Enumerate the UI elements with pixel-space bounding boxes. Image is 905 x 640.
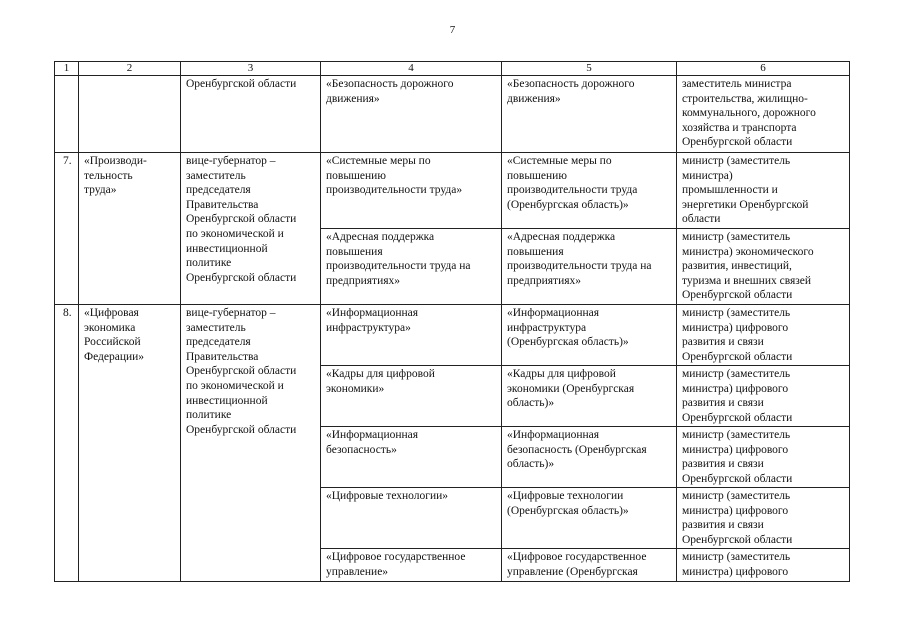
responsible-cell: министр (заместитель министра) цифрового развития и связи Оренбургской области	[677, 488, 850, 549]
responsible-cell: министр (заместитель министра) экономического развития, инвестиций, туризма и внешних связей Оренбургской области	[677, 229, 850, 305]
regional-project-cell: «Безопасность дорожного движения»	[502, 76, 677, 153]
header-cell-2: 2	[79, 62, 181, 76]
responsible-cell: министр (заместитель министра) цифрового развития и связи Оренбургской области	[677, 366, 850, 427]
responsible-cell: министр (заместитель министра) промышленности и энергетики Оренбургской области	[677, 153, 850, 229]
page-number: 7	[449, 24, 456, 36]
table-row	[55, 305, 850, 366]
table-row	[55, 76, 850, 153]
federal-project-cell: «Кадры для цифровой экономики»	[321, 366, 502, 427]
header-row	[55, 62, 850, 76]
header-cell-4: 4	[321, 62, 502, 76]
regional-project-cell: «Информационная инфраструктура (Оренбургская область)»	[502, 305, 677, 366]
curator-cell: Оренбургской области	[181, 76, 321, 153]
responsible-cell: заместитель министра строительства, жилищно- коммунального, дорожного хозяйства и транспорта Оренбургской области	[677, 76, 850, 153]
regional-project-cell: «Информационная безопасность (Оренбургская область)»	[502, 427, 677, 488]
projects-table	[54, 61, 850, 582]
regional-project-cell: «Цифровые технологии (Оренбургская область)»	[502, 488, 677, 549]
curator-cell: вице-губернатор – заместитель председателя Правительства Оренбургской области по экономической и инвестиционной политике Оренбургской области	[181, 305, 321, 582]
regional-project-cell: «Адресная поддержка повышения производительности труда на предприятиях»	[502, 229, 677, 305]
responsible-cell: министр (заместитель министра) цифрового развития и связи Оренбургской области	[677, 427, 850, 488]
federal-project-cell: «Цифровое государственное управление»	[321, 549, 502, 582]
regional-project-cell: «Кадры для цифровой экономики (Оренбургская область)»	[502, 366, 677, 427]
table-row	[55, 153, 850, 229]
row-number-cell	[55, 76, 79, 153]
federal-project-cell: «Цифровые технологии»	[321, 488, 502, 549]
project-cell: «Производи- тельность труда»	[79, 153, 181, 305]
header-cell-5: 5	[502, 62, 677, 76]
row-number-cell: 8.	[55, 305, 79, 582]
header-cell-1: 1	[55, 62, 79, 76]
federal-project-cell: «Безопасность дорожного движения»	[321, 76, 502, 153]
federal-project-cell: «Адресная поддержка повышения производительности труда на предприятиях»	[321, 229, 502, 305]
federal-project-cell: «Системные меры по повышению производительности труда»	[321, 153, 502, 229]
responsible-cell: министр (заместитель министра) цифрового	[677, 549, 850, 582]
regional-project-cell: «Цифровое государственное управление (Оренбургская	[502, 549, 677, 582]
federal-project-cell: «Информационная инфраструктура»	[321, 305, 502, 366]
header-cell-6: 6	[677, 62, 850, 76]
responsible-cell: министр (заместитель министра) цифрового развития и связи Оренбургской области	[677, 305, 850, 366]
project-cell: «Цифровая экономика Российской Федерации»	[79, 305, 181, 582]
header-cell-3: 3	[181, 62, 321, 76]
curator-cell: вице-губернатор – заместитель председателя Правительства Оренбургской области по экономической и инвестиционной политике Оренбургской области	[181, 153, 321, 305]
row-number-cell: 7.	[55, 153, 79, 305]
regional-project-cell: «Системные меры по повышению производительности труда (Оренбургская область)»	[502, 153, 677, 229]
federal-project-cell: «Информационная безопасность»	[321, 427, 502, 488]
project-cell	[79, 76, 181, 153]
